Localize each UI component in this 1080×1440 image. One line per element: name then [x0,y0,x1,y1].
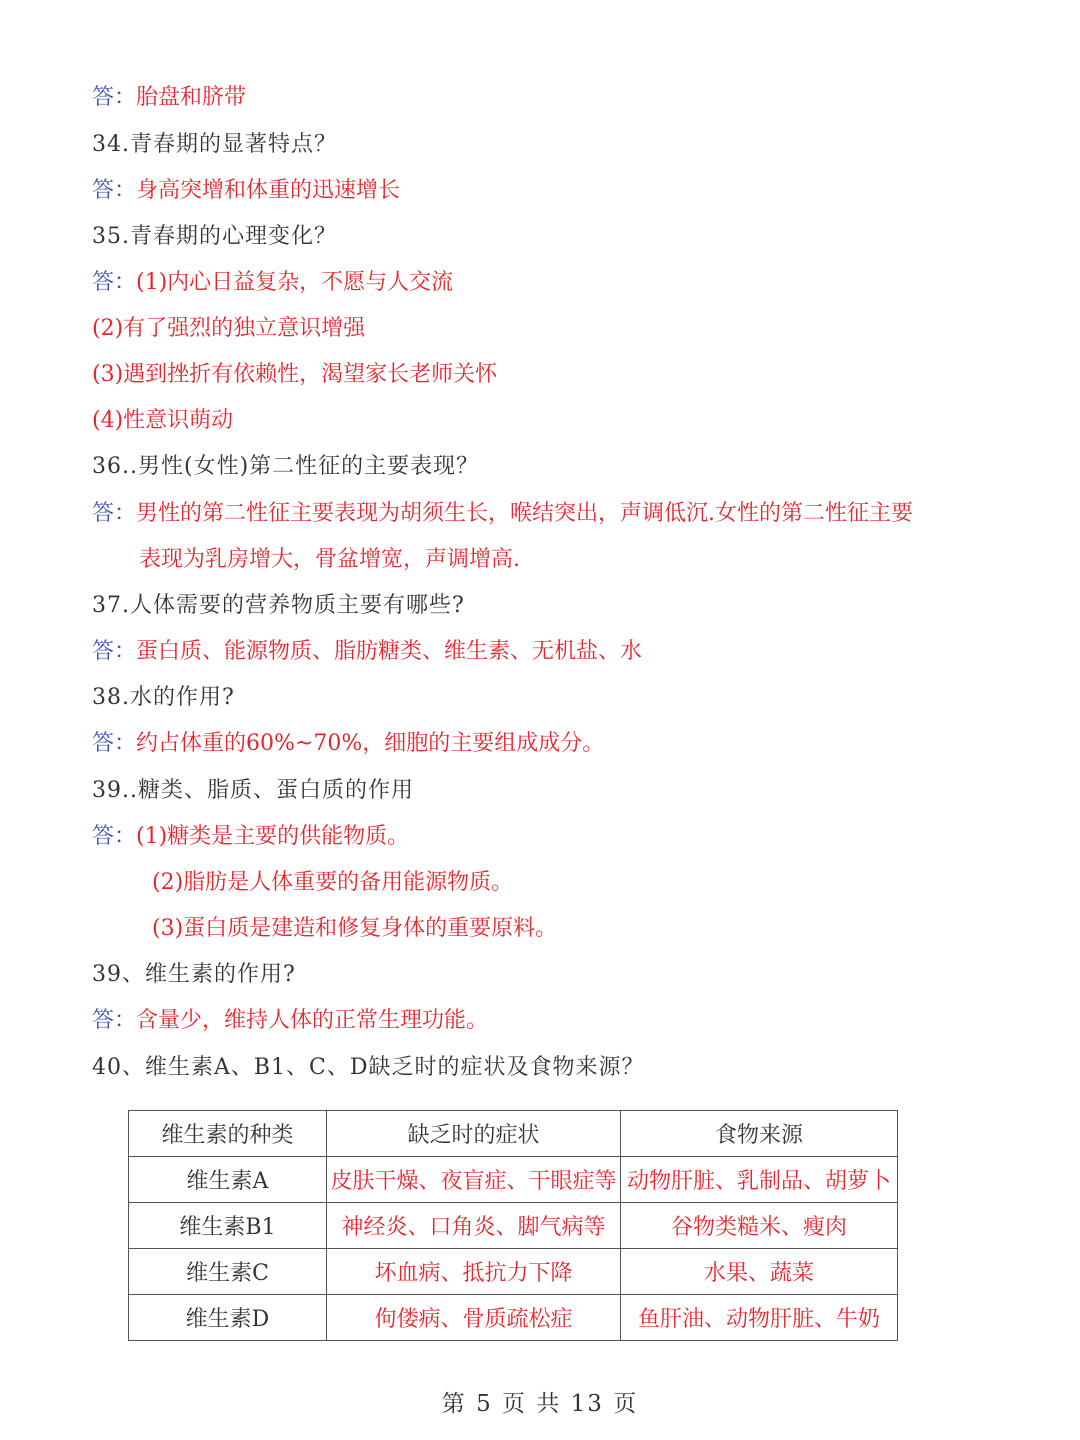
question-38: 38.水的作用? [92,685,235,710]
answer-text: 蛋白质、能源物质、脂肪糖类、维生素、无机盐、水 [136,639,643,664]
answer-continuation: (3)蛋白质是建造和修复身体的重要原料。 [152,916,558,941]
question-39b: 39、维生素的作用? [92,962,296,987]
answer-text: 男性的第二性征主要表现为胡须生长，喉结突出，声调低沉.女性的第二性征主要 [136,501,914,526]
table-row [129,1203,898,1249]
table-row [129,1157,898,1203]
vitamin-name-cell: 维生素B1 [129,1203,327,1249]
table-row [129,1295,898,1341]
answer-continuation: 表现为乳房增大，骨盆增宽，声调增高. [139,547,520,572]
question-34: 34.青春期的显著特点？ [92,132,337,157]
answer-text: 含量少，维持人体的正常生理功能。 [136,1008,489,1033]
answer-text: 身高突增和体重的迅速增长 [136,178,401,203]
answer-continuation: (4)性意识萌动 [92,408,234,433]
answer-line [92,176,400,206]
answer-label: 答： [92,639,137,664]
answer-line [92,268,453,298]
symptom-cell: 皮肤干燥、夜盲症、干眼症等 [327,1157,621,1203]
table-header-cell: 维生素的种类 [129,1111,327,1157]
answer-label: 答： [92,85,137,110]
answer-text: 胎盘和脐带 [136,85,247,110]
answer-continuation: (2)脂肪是人体重要的备用能源物质。 [152,870,514,895]
symptom-cell: 坏血病、抵抗力下降 [327,1249,621,1295]
question-37: 37.人体需要的营养物质主要有哪些? [92,593,465,618]
question-36: 36..男性(女性)第二性征的主要表现？ [92,454,480,479]
food-source-cell: 动物肝脏、乳制品、胡萝卜 [621,1157,898,1203]
answer-text: (1)糖类是主要的供能物质。 [136,824,410,849]
table-row [129,1249,898,1295]
page-number-footer: 第 5 页 共 13 页 [441,1391,639,1417]
answer-line [92,822,409,852]
question-39a: 39..糖类、脂质、蛋白质的作用 [92,778,414,803]
answer-line [92,729,604,759]
food-source-cell: 水果、蔬菜 [621,1249,898,1295]
answer-continuation: (2)有了强烈的独立意识增强 [92,316,366,341]
answer-label: 答： [92,824,137,849]
answer-label: 答： [92,178,137,203]
table-header-cell: 缺乏时的症状 [327,1111,621,1157]
vitamin-table [128,1110,898,1341]
vitamin-name-cell: 维生素D [129,1295,327,1341]
table-header-cell: 食物来源 [621,1111,898,1157]
answer-line [92,637,642,667]
question-40: 40、维生素A、B1、C、D缺乏时的症状及食物来源？ [92,1055,645,1080]
answer-text: (1)内心日益复杂，不愿与人交流 [136,270,454,295]
food-source-cell: 鱼肝油、动物肝脏、牛奶 [621,1295,898,1341]
symptom-cell: 神经炎、口角炎、脚气病等 [327,1203,621,1249]
answer-line [92,1006,488,1036]
answer-continuation: (3)遇到挫折有依赖性，渴望家长老师关怀 [92,362,498,387]
food-source-cell: 谷物类糙米、瘦肉 [621,1203,898,1249]
question-35: 35.青春期的心理变化？ [92,224,337,249]
answer-label: 答： [92,270,137,295]
answer-line [92,83,246,113]
answer-label: 答： [92,501,137,526]
vitamin-name-cell: 维生素A [129,1157,327,1203]
symptom-cell: 佝偻病、骨质疏松症 [327,1295,621,1341]
answer-line [92,499,913,529]
vitamin-name-cell: 维生素C [129,1249,327,1295]
answer-label: 答： [92,1008,137,1033]
answer-text: 约占体重的60%~70%，细胞的主要组成成分。 [136,731,605,756]
table-header-row [129,1111,898,1157]
answer-label: 答： [92,731,137,756]
